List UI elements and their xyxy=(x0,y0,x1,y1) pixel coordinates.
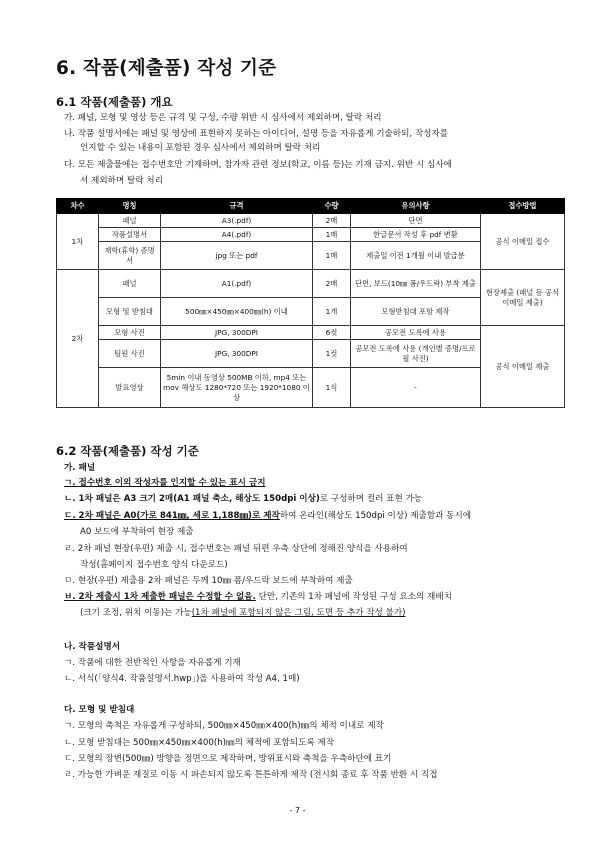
panel-item-4: ㄹ. 2차 패널 현장(우편) 제출 시, 접수번호는 패널 뒤편 우측 상단에 정해진 양식을 사용하여 xyxy=(64,544,408,554)
item-name: 패널 xyxy=(99,214,161,228)
item-spec: A3(.pdf) xyxy=(161,214,313,228)
table-row xyxy=(57,326,565,340)
item-qty: 1매 xyxy=(313,228,351,242)
description-item-1: ㄱ. 작품에 대한 전반적인 사항을 자유롭게 기재 xyxy=(64,658,241,668)
panel-item-6-cont-text: (크기 조정, 위치 이동)는 가능 xyxy=(80,608,192,618)
panel-item-1: ㄱ. 접수번호 이외 작성자를 인지할 수 있는 표시 금지 xyxy=(64,478,266,488)
item-spec: jpg 또는 pdf xyxy=(161,242,313,270)
round-cell: 2차 xyxy=(57,270,99,408)
method-cell: 공식 이메일 제출 xyxy=(481,326,565,408)
panel-item-2-rest: 로 구성하며 컬러 표현 가능 xyxy=(319,494,423,504)
item-note: - xyxy=(351,368,481,408)
header-note: 유의사항 xyxy=(351,199,481,214)
item-note: 공모전 도록에 사용 (개인별 증명/프로필 사진) xyxy=(351,340,481,368)
model-item-4: ㄹ. 가능한 가벼운 재질로 이동 시 파손되지 않도록 튼튼하게 제작 (전시회 종료 후 작품 반환 시 직접 xyxy=(64,770,438,780)
item-name: 재학(휴학) 증명서 xyxy=(99,242,161,270)
item-qty: 1식 xyxy=(313,368,351,408)
subsection-model: 다. 모형 및 받침대 xyxy=(64,705,135,715)
header-name: 명칭 xyxy=(99,199,161,214)
method-cell: 현장제출 (패널 등 공식 이메일 제출) xyxy=(481,270,565,326)
section-6-1-heading: 6.1 작품(제출품) 개요 xyxy=(56,95,173,109)
overview-item-da-cont: 서 제외하며 탈락 처리 xyxy=(80,176,163,186)
table-row xyxy=(57,214,565,228)
item-note: 공모전 도록에 사용 xyxy=(351,326,481,340)
round-cell: 1차 xyxy=(57,214,99,270)
panel-item-2 xyxy=(64,493,422,505)
panel-item-6-cont xyxy=(80,607,406,619)
item-qty: 1매 xyxy=(313,242,351,270)
model-item-2: ㄴ. 모형 받침대는 500㎜×450㎜×400(h)㎜의 체적에 포함되도록 제작 xyxy=(64,738,335,748)
item-note: 단면 xyxy=(351,214,481,228)
subsection-description: 나. 작품설명서 xyxy=(64,642,121,652)
item-name: 모형 사진 xyxy=(99,326,161,340)
item-spec: A1(.pdf) xyxy=(161,270,313,298)
item-spec: A4(.pdf) xyxy=(161,228,313,242)
header-round: 차수 xyxy=(57,199,99,214)
panel-item-6-cont-underline: (1차 패널에 포함되지 않은 그림, 도면 등 추가 작성 불가) xyxy=(191,608,406,618)
item-spec: JPG, 300DPI xyxy=(161,340,313,368)
item-name: 발표영상 xyxy=(99,368,161,408)
panel-item-3-bold: ㄷ. 2차 패널은 A0(가로 841㎜, 세로 1,188㎜)로 제작 xyxy=(64,511,280,521)
item-name: 모형 및 받침대 xyxy=(99,298,161,326)
overview-item-na-cont: 인지할 수 있는 내용이 포함된 경우 심사에서 제외하며 탈락 처리 xyxy=(80,143,321,153)
item-name: 작품설명서 xyxy=(99,228,161,242)
page-number: - 7 - xyxy=(289,806,306,815)
table-header-row xyxy=(57,199,565,214)
submission-spec-table xyxy=(56,198,565,408)
panel-item-3-rest: 하여 온라인(해상도 150dpi 이상) 제출함과 동시에 xyxy=(279,511,472,521)
header-qty: 수량 xyxy=(313,199,351,214)
item-spec: 5min 이내 동영상 500MB 이하, mp4 또는 mov 해상도 1280*720 또는 1920*1080 이상 xyxy=(161,368,313,408)
overview-item-ga: 가. 패널, 모형 및 영상 등은 규격 및 구성, 수량 위반 시 심사에서 제외하며, 탈락 처리 xyxy=(64,113,382,123)
item-note: 모형받침대 포함 제작 xyxy=(351,298,481,326)
item-qty: 1개 xyxy=(313,298,351,326)
panel-item-5: ㅁ. 현장(우편) 제출용 2차 패널은 두께 10㎜ 폼/우드락 보드에 부착하여 제출 xyxy=(64,576,353,586)
section-6-2-heading: 6.2 작품(제출품) 작성 기준 xyxy=(56,444,199,458)
panel-item-6 xyxy=(64,591,452,603)
item-name: 패널 xyxy=(99,270,161,298)
panel-item-4-cont: 작성(홈페이지 접수번호 양식 다운로드) xyxy=(80,560,228,570)
description-item-2: ㄴ. 서식(「양식4. 작품설명서.hwp」)을 사용하여 작성 A4, 1매) xyxy=(64,674,300,684)
panel-item-2-bold: ㄴ. 1차 패널은 A3 크기 2매(A1 패널 축소, 해상도 150dpi 이상) xyxy=(64,494,320,504)
overview-item-da: 다. 모든 제출물에는 접수번호만 기재하며, 참가자 관련 정보(학교, 이름 등)는 기재 금지. 위반 시 심사에 xyxy=(64,160,452,170)
table-row xyxy=(57,270,565,298)
item-name: 팀원 사진 xyxy=(99,340,161,368)
item-spec: JPG, 300DPI xyxy=(161,326,313,340)
panel-item-6-bold: ㅂ. 2차 제출시 1차 제출한 패널은 수정할 수 없음. xyxy=(64,592,256,602)
panel-item-6-rest: 단만, 기존의 1차 패널에 작성된 구성 요소의 재배치 xyxy=(255,592,452,602)
item-note: 한글문서 작성 후 pdf 변환 xyxy=(351,228,481,242)
item-note: 단면, 보드(10㎜ 폼/우드락) 부착 제출 xyxy=(351,270,481,298)
header-method: 접수방법 xyxy=(481,199,565,214)
subsection-panel: 가. 패널 xyxy=(64,463,96,473)
item-qty: 1컷 xyxy=(313,340,351,368)
method-cell: 공식 이메일 접수 xyxy=(481,214,565,270)
item-note: 제출일 이전 1개월 이내 발급분 xyxy=(351,242,481,270)
page-title: 6. 작품(제출품) 작성 기준 xyxy=(56,58,277,79)
item-qty: 2매 xyxy=(313,270,351,298)
model-item-3: ㄷ. 모형의 장변(500㎜) 방향을 정면으로 제작하며, 방위표시와 축척을 우측하단에 표기 xyxy=(64,754,392,764)
panel-item-3 xyxy=(64,510,471,522)
item-qty: 6컷 xyxy=(313,326,351,340)
model-item-1: ㄱ. 모형의 축척은 자유롭게 구성하되, 500㎜×450㎜×400(h)㎜의 체적 이내로 제작 xyxy=(64,721,384,731)
item-qty: 2매 xyxy=(313,214,351,228)
panel-item-3-cont: A0 보드에 부착하여 현장 제출 xyxy=(80,527,194,537)
overview-item-na: 나. 작품 설명서에는 패널 및 영상에 표현하지 못하는 아이디어, 설명 등을 자유롭게 기술하되, 작성자를 xyxy=(64,129,449,139)
header-spec: 규격 xyxy=(161,199,313,214)
item-spec: 500㎜×450㎜×400㎜(h) 이내 xyxy=(161,298,313,326)
